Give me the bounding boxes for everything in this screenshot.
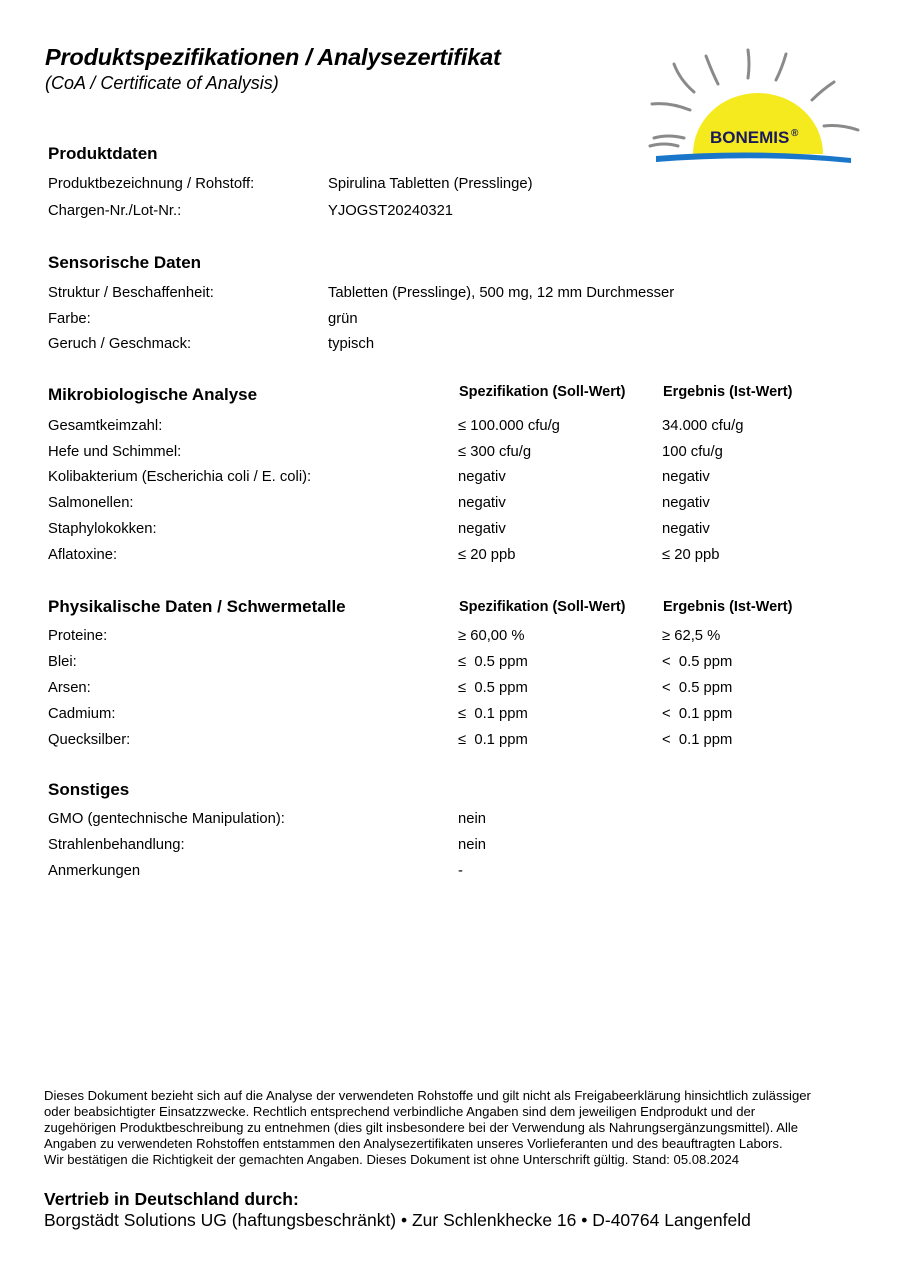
row-label: Produktbezeichnung / Rohstoff: xyxy=(48,176,255,192)
document-title: Produktspezifikationen / Analysezertifikat xyxy=(45,44,501,70)
disclaimer-text xyxy=(44,1088,859,1168)
table-row xyxy=(0,706,906,726)
row-spec: ≤ 100.000 cfu/g xyxy=(458,418,560,434)
section-title-mikrobiologie: Mikrobiologische Analyse xyxy=(48,385,258,404)
table-row xyxy=(0,654,906,674)
row-spec: negativ xyxy=(458,469,506,485)
row-label: Staphylokokken: xyxy=(48,521,157,537)
row-value: - xyxy=(458,863,463,879)
row-result: ≤ 20 ppb xyxy=(662,547,720,563)
section-title-sensorik: Sensorische Daten xyxy=(48,253,202,272)
row-value: Spirulina Tabletten (Presslinge) xyxy=(328,176,533,192)
row-result: negativ xyxy=(662,469,710,485)
row-spec: ≤ 300 cfu/g xyxy=(458,444,532,460)
table-row xyxy=(0,495,906,515)
column-header-ergebnis: Ergebnis (Ist-Wert) xyxy=(663,599,793,615)
disclaimer-line: Angaben zu verwendeten Rohstoffen entstammen den Analysezertifikaten unseres Vorlieferanten und des beauftragten Labors. xyxy=(44,1136,783,1151)
table-row xyxy=(0,311,906,331)
table-row xyxy=(0,837,906,857)
row-result: < 0.5 ppm xyxy=(662,680,733,696)
row-result: < 0.5 ppm xyxy=(662,654,733,670)
table-row xyxy=(0,176,906,196)
row-label: Struktur / Beschaffenheit: xyxy=(48,285,214,301)
table-row xyxy=(0,628,906,648)
row-label: Gesamtkeimzahl: xyxy=(48,418,163,434)
distribution-title: Vertrieb in Deutschland durch: xyxy=(44,1189,299,1209)
row-value: nein xyxy=(458,837,486,853)
table-row xyxy=(0,547,906,567)
row-spec: negativ xyxy=(458,495,506,511)
row-label: Geruch / Geschmack: xyxy=(48,336,192,352)
row-spec: ≤ 0.5 ppm xyxy=(458,680,528,696)
row-label: Blei: xyxy=(48,654,77,670)
row-label: Chargen-Nr./Lot-Nr.: xyxy=(48,203,182,219)
row-label: Cadmium: xyxy=(48,706,116,722)
row-value: grün xyxy=(328,311,358,327)
row-label: Aflatoxine: xyxy=(48,547,118,563)
row-spec: negativ xyxy=(458,521,506,537)
row-label: Strahlenbehandlung: xyxy=(48,837,185,853)
disclaimer-line: zugehörigen Produktbeschreibung zu entnehmen (dies gilt insbesondere bei der Verwendung als Nahrungsergänzungsmittel). Alle xyxy=(44,1120,799,1135)
section-title-physik: Physikalische Daten / Schwermetalle xyxy=(48,597,346,616)
table-row xyxy=(0,732,906,752)
row-value: Tabletten (Presslinge), 500 mg, 12 mm Durchmesser xyxy=(328,285,675,301)
water-wave xyxy=(656,152,851,163)
column-header-spezifikation: Spezifikation (Soll-Wert) xyxy=(459,384,626,400)
row-result: < 0.1 ppm xyxy=(662,732,733,748)
row-value: typisch xyxy=(328,336,375,352)
disclaimer-line: Dieses Dokument bezieht sich auf die Analyse der verwendeten Rohstoffe und gilt nicht als Freigabeerklärung hinsichtlich zulässiger xyxy=(44,1088,811,1103)
column-header-spezifikation: Spezifikation (Soll-Wert) xyxy=(459,599,626,615)
row-label: Quecksilber: xyxy=(48,732,131,748)
column-header-ergebnis: Ergebnis (Ist-Wert) xyxy=(663,384,793,400)
table-row xyxy=(0,285,906,305)
disclaimer-line: oder beabsichtigter Einsatzzwecke. Rechtlich entsprechend verbindliche Angaben sind dem jeweiligen Endprodukt und der xyxy=(44,1104,756,1119)
table-row xyxy=(0,811,906,831)
table-row xyxy=(0,521,906,541)
table-row xyxy=(0,469,906,489)
section-title-sonstiges: Sonstiges xyxy=(48,780,130,799)
row-spec: ≥ 60,00 % xyxy=(458,628,525,644)
row-spec: ≤ 0.1 ppm xyxy=(458,732,528,748)
row-result: < 0.1 ppm xyxy=(662,706,733,722)
row-label: Proteine: xyxy=(48,628,108,644)
row-spec: ≤ 20 ppb xyxy=(458,547,516,563)
table-row xyxy=(0,444,906,464)
row-result: negativ xyxy=(662,495,710,511)
row-value: YJOGST20240321 xyxy=(328,203,454,219)
distribution-address: Borgstädt Solutions UG (haftungsbeschränkt) • Zur Schlenkhecke 16 • D-40764 Langenfeld xyxy=(44,1210,751,1230)
table-row xyxy=(0,680,906,700)
table-row xyxy=(0,336,906,356)
table-row xyxy=(0,203,906,223)
row-label: Anmerkungen xyxy=(48,863,141,879)
row-label: Hefe und Schimmel: xyxy=(48,444,182,460)
document-subtitle: (CoA / Certificate of Analysis) xyxy=(45,73,279,93)
row-label: Kolibakterium (Escherichia coli / E. coli): xyxy=(48,469,312,485)
row-result: 100 cfu/g xyxy=(662,444,723,460)
logo-registered-mark: ® xyxy=(791,128,799,139)
section-title-produktdaten: Produktdaten xyxy=(48,144,158,163)
row-label: Arsen: xyxy=(48,680,91,696)
row-value: nein xyxy=(458,811,486,827)
disclaimer-line: Wir bestätigen die Richtigkeit der gemachten Angaben. Dieses Dokument ist ohne Unterschrift gültig. Stand: 05.08.2024 xyxy=(44,1152,740,1167)
row-spec: ≤ 0.1 ppm xyxy=(458,706,528,722)
row-spec: ≤ 0.5 ppm xyxy=(458,654,528,670)
table-row xyxy=(0,418,906,438)
table-row xyxy=(0,863,906,883)
logo-text: BONEMIS xyxy=(710,128,790,147)
row-label: Farbe: xyxy=(48,311,91,327)
row-result: ≥ 62,5 % xyxy=(662,628,721,644)
row-label: Salmonellen: xyxy=(48,495,134,511)
row-label: GMO (gentechnische Manipulation): xyxy=(48,811,285,827)
bonemis-logo xyxy=(646,46,866,168)
row-result: negativ xyxy=(662,521,710,537)
row-result: 34.000 cfu/g xyxy=(662,418,744,434)
